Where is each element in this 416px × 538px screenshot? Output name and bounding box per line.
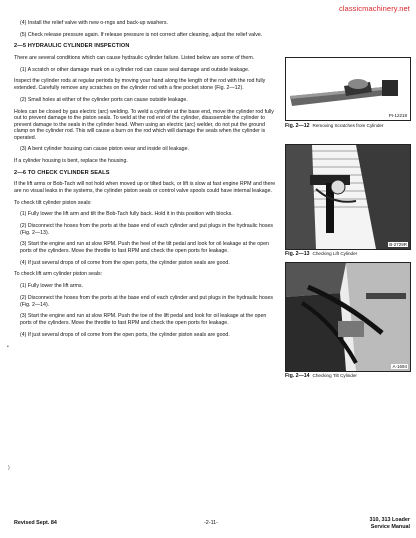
revision-date: Revised Sept. 84 — [14, 520, 57, 526]
model-name: 310, 313 Loader — [369, 517, 410, 523]
figure-caption-text: Removing Scratches from Cylinder — [312, 123, 384, 128]
paragraph: (2) Disconnect the hoses from the ports at the base end of each cylinder and put plugs in the hydraulic hoses (Fig. 2—14). — [20, 294, 274, 308]
paragraph: (3) Start the engine and run at slow RPM. Push the toe of the lift pedal and look for oil leakage at the open ports of the cylinders. Move the throttle to fast RPM and check the open ports for leakage. — [20, 313, 267, 326]
paragraph: (1) A scratch or other damage mark on a cylinder rod can cause seal damage and outside leakage. — [20, 66, 250, 73]
figure-id: B-2729R — [389, 242, 407, 247]
paragraph: (4) If just several drops of oil come from the open ports, the cylinder piston seals are good. — [20, 331, 230, 338]
figure-number: Fig. 2—12 — [285, 123, 310, 129]
section-heading: 2—5 HYDRAULIC CYLINDER INSPECTION — [14, 43, 130, 50]
figure-2-13-photo — [285, 144, 411, 250]
paragraph: To check tilt cylinder piston seals: — [14, 199, 92, 206]
figure-2-12-photo — [285, 57, 411, 121]
manual-type: Service Manual — [370, 523, 410, 530]
figure-caption — [285, 123, 415, 130]
page-number: -2-11- — [204, 520, 218, 526]
paragraph: (1) Fully lower the lift arms. — [20, 283, 84, 290]
paragraph: To check lift arm cylinder piston seals: — [14, 271, 103, 278]
figure-id: PI-12218 — [388, 113, 407, 118]
figure-number: Fig. 2—14 — [285, 373, 310, 379]
figure-caption-text: Checking Lift Cylinder — [312, 251, 358, 256]
paragraph: There are several conditions which can cause hydraulic cylinder failure. Listed below are some of them. — [14, 55, 255, 62]
lift-cylinder-illustration — [286, 145, 410, 249]
paragraph: (2) Small holes at either of the cylinder ports can cause outside leakage. — [20, 96, 188, 103]
tilt-cylinder-illustration — [286, 263, 410, 371]
paragraph: If a cylinder housing is bent, replace the housing. — [14, 158, 128, 165]
cylinder-rod-illustration — [286, 58, 410, 120]
paragraph: (3) Start the engine and run at slow RPM. Push the heel of the tilt pedal and look for oil leakage at the open ports of the cylinders. Move the throttle to fast RPM and check the open ports for leakage. — [20, 241, 269, 255]
paragraph: (1) Fully lower the lift arm and tilt the Bob-Tach fully back. Hold it in this position with blocks. — [20, 211, 233, 218]
paragraph: (4) If just several drops of oil come from the open ports, the cylinder piston seals are good. — [20, 259, 230, 266]
manual-title — [370, 517, 410, 530]
paragraph: (2) Disconnect the hoses from the ports at the base end of each cylinder and put plugs in the hydraulic hoses (Fig. 2—13). — [20, 223, 274, 236]
figure-caption-text: Checking Tilt Cylinder — [312, 373, 357, 378]
paragraph: Inspect the cylinder rods at regular periods by moving your hand along the length of the rod with the rod fully extended. Carefully remove any scratches on the cylinder rod with a fine pocket stone (Fig. 2—12). — [14, 78, 266, 92]
figure-caption — [285, 251, 415, 258]
paragraph: (5) Check release pressure again. If release pressure is not correct after cleaning, adjust the relief valve. — [20, 31, 263, 38]
figure-2-14-photo — [285, 262, 411, 372]
figure-id: A-1694 — [392, 364, 407, 369]
figure-caption — [285, 373, 415, 380]
margin-mark: • — [7, 344, 9, 350]
margin-mark: ) — [8, 465, 10, 471]
paragraph: (3) A bent cylinder housing can cause piston wear and inside oil leakage. — [20, 146, 189, 153]
paragraph: Holes can be closed by gas electric (arc) welding. To weld a cylinder at the base end, move the cylinder rod fully out to prevent damage to the piston seals. To weld at the rod end of the cylinder, disassemble the cylinder to prevent damage to the seals in the cylinder head. When using an electric (arc) welder, do not put the ground clamp on the cylinder rod. This will cause a burn on the rod which will damage the seals when the cylinder is operated. — [14, 108, 274, 141]
watermark: classicmachinery.net — [338, 4, 410, 13]
paragraph: If the lift arms or Bob-Tach will not hold when moved up or tilted back, or lift is slow at fast engine RPM and there are no visual leaks in the systems, the cylinder piston seals or control valve spools could have internal leakage. — [14, 181, 276, 194]
body-column — [14, 20, 276, 343]
paragraph: (4) Install the relief valve with new o-rngs and back-up washers. — [20, 20, 168, 26]
figure-number: Fig. 2—13 — [285, 251, 310, 257]
section-heading: 2—6 TO CHECK CYLINDER SEALS — [14, 169, 110, 176]
